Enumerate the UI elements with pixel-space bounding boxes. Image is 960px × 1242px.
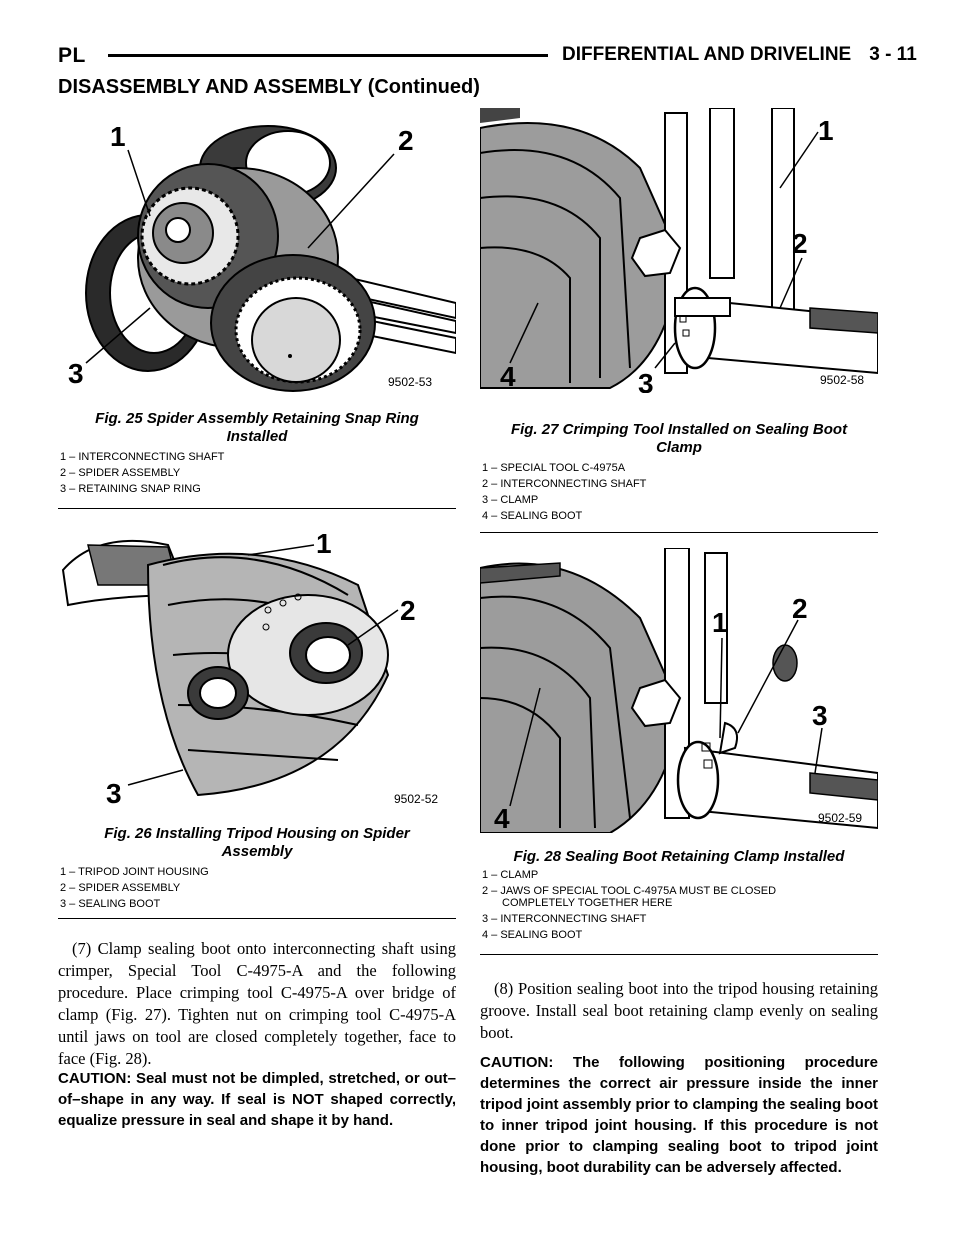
fig28-caption-title-line1: Fig. 28 Sealing Boot Retaining Clamp Installed — [513, 848, 845, 865]
fig26-illustration — [58, 525, 456, 810]
fig25-callout-1: 1 — [110, 121, 126, 152]
fig27-legend-item: 4 – SEALING BOOT — [482, 510, 583, 522]
fig25-caption-title-line2: Installed — [226, 428, 288, 445]
fig25-callout-3: 3 — [68, 358, 84, 389]
fig26-legend — [60, 864, 209, 912]
fig28-callout-1: 1 — [712, 607, 728, 638]
fig26-caption-title-line1: Fig. 26 Installing Tripod Housing on Spider — [104, 825, 410, 842]
fig25-ref-code: 9502-53 — [388, 375, 433, 389]
fig25-legend-item: 3 – RETAINING SNAP RING — [60, 483, 201, 495]
step-8-paragraph: (8) Position sealing boot into the tripod housing retaining groove. Install seal boot retaining clamp evenly on sealing boot. — [480, 979, 878, 1042]
fig25-legend-item: 1 – INTERCONNECTING SHAFT — [60, 451, 225, 463]
fig26-callout-1: 1 — [316, 528, 332, 559]
fig25-legend — [60, 449, 224, 497]
fig28-illustration — [480, 548, 878, 833]
fig26-callout-2: 2 — [400, 595, 416, 626]
fig26-rule — [58, 918, 456, 919]
caution-air-pressure: CAUTION: The following positioning procedure determines the correct air pressure inside the inner tripod joint assembly prior to clamping the sealing boot to inner tripod joint housing. If this procedure is not done prior to clamping sealing boot to tripod joint housing, boot durability can be adversely affected. — [480, 1054, 878, 1176]
fig27-legend-item: 3 – CLAMP — [482, 494, 539, 506]
fig28-legend-item: 1 – CLAMP — [482, 869, 539, 881]
fig25-caption-title-line1: Fig. 25 Spider Assembly Retaining Snap Ring — [95, 410, 419, 427]
fig26-caption-title-line2: Assembly — [221, 843, 293, 860]
fig25-legend-item: 2 – SPIDER ASSEMBLY — [60, 467, 181, 479]
fig27-callout-4: 4 — [500, 361, 516, 392]
fig27-caption-title — [480, 421, 878, 457]
header-rule — [108, 54, 548, 57]
fig25-rule — [58, 508, 456, 509]
fig28-callout-4: 4 — [494, 803, 510, 833]
fig26-legend-item: 1 – TRIPOD JOINT HOUSING — [60, 866, 209, 878]
fig28-legend-item: 3 – INTERCONNECTING SHAFT — [482, 913, 647, 925]
header-section-code: PL — [58, 44, 86, 67]
fig27-illustration — [480, 108, 878, 393]
fig27-caption-title-line1: Fig. 27 Crimping Tool Installed on Sealing Boot — [510, 421, 848, 438]
fig28-legend — [482, 867, 776, 943]
fig28-ref-code: 9502-59 — [818, 811, 863, 825]
fig27-callout-2: 2 — [792, 228, 808, 259]
fig25-illustration — [58, 108, 456, 393]
step-7-paragraph: (7) Clamp sealing boot onto interconnecting shaft using crimper, Special Tool C-4975-A and the following procedure. Place crimping tool C-4975-A over bridge of clamp (Fig. 27). Tighten nut on crimping tool C-4975-A until jaws on tool are closed completely together, face to face (Fig. 28). — [58, 939, 456, 1068]
fig27-legend-item: 2 – INTERCONNECTING SHAFT — [482, 478, 647, 490]
fig27-callout-3: 3 — [638, 368, 654, 393]
fig25-callout-2: 2 — [398, 125, 414, 156]
fig27-legend — [482, 460, 646, 524]
fig27-callout-1: 1 — [818, 115, 834, 146]
fig28-caption-title — [480, 848, 878, 866]
fig28-legend-item-continued: COMPLETELY TOGETHER HERE — [502, 897, 673, 909]
section-title: DISASSEMBLY AND ASSEMBLY (Continued) — [58, 76, 480, 98]
fig27-rule — [480, 532, 878, 533]
fig26-callout-3: 3 — [106, 778, 122, 809]
fig26-legend-item: 2 – SPIDER ASSEMBLY — [60, 882, 181, 894]
header-title-block — [562, 44, 917, 66]
header-page-number: 3 - 11 — [869, 44, 917, 65]
fig25-caption-title — [58, 410, 456, 446]
caution-seal-shape: CAUTION: Seal must not be dimpled, stretched, or out–of–shape in any way. If seal is NOT shaped correctly, equalize pressure in seal and shape it by hand. — [58, 1070, 456, 1129]
fig27-ref-code: 9502-58 — [820, 373, 865, 387]
fig28-legend-item: 2 – JAWS OF SPECIAL TOOL C-4975A MUST BE CLOSED — [482, 885, 777, 897]
fig26-caption-title — [58, 825, 456, 861]
fig28-callout-2: 2 — [792, 593, 808, 624]
fig27-caption-title-line2: Clamp — [656, 439, 702, 456]
fig28-rule — [480, 954, 878, 955]
fig28-callout-3: 3 — [812, 700, 828, 731]
fig28-legend-item: 4 – SEALING BOOT — [482, 929, 583, 941]
fig26-legend-item: 3 – SEALING BOOT — [60, 898, 161, 910]
header-title: DIFFERENTIAL AND DRIVELINE — [562, 44, 852, 65]
fig26-ref-code: 9502-52 — [394, 792, 439, 806]
fig27-legend-item: 1 – SPECIAL TOOL C-4975A — [482, 462, 626, 474]
